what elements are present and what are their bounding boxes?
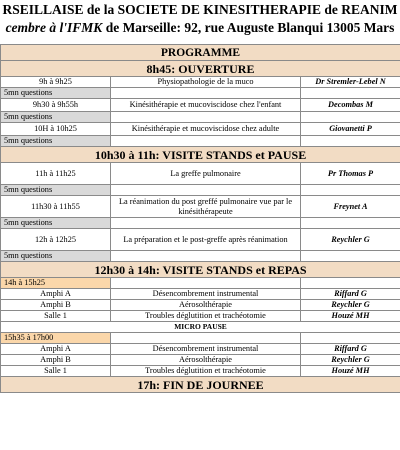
header-line-1: RSEILLAISE de la SOCIETE DE KINESITHERAPIE de REANIM [2, 2, 398, 17]
time-cell: 12h à 12h25 [1, 229, 111, 251]
empty-cell [301, 112, 400, 123]
speaker-cell: Giovanetti P [301, 123, 400, 136]
empty-cell [111, 333, 301, 344]
time-cell: 10H à 10h25 [1, 123, 111, 136]
empty-cell [111, 218, 301, 229]
header-line-2 [0, 19, 400, 37]
topic-cell: Physiopathologie de la muco [111, 77, 301, 88]
workshop-slot-time: 15h35 à 17h00 [1, 333, 111, 344]
topic-cell: Aérosolthérapie [111, 355, 301, 366]
speaker-cell: Riffard G [301, 344, 400, 355]
time-cell: 9h30 à 9h55h [1, 99, 111, 112]
break-banner-stands-pause: 10h30 à 11h: VISITE STANDS et PAUSE [1, 147, 400, 163]
speaker-cell: Reychler G [301, 300, 400, 311]
program-table [0, 44, 400, 393]
speaker-cell: Dr Stremler-Lebel N [301, 77, 400, 88]
empty-cell [301, 88, 400, 99]
empty-cell [111, 278, 301, 289]
break-banner-stands-meal: 12h30 à 14h: VISITE STANDS et REPAS [1, 262, 400, 278]
room-cell: Salle 1 [1, 366, 111, 377]
room-cell: Salle 1 [1, 311, 111, 322]
speaker-cell: Houzé MH [301, 311, 400, 322]
questions-cell: 5mn questions [1, 251, 111, 262]
workshop-slot-time: 14h à 15h25 [1, 278, 111, 289]
empty-cell [301, 185, 400, 196]
micro-pause-label: MICRO PAUSE [1, 322, 400, 333]
empty-cell [301, 136, 400, 147]
time-cell: 11h30 à 11h55 [1, 196, 111, 218]
topic-cell: Troubles déglutition et trachéotomie [111, 366, 301, 377]
program-title: PROGRAMME [1, 45, 400, 61]
empty-cell [301, 333, 400, 344]
speaker-cell: Houzé MH [301, 366, 400, 377]
topic-cell: Désencombrement instrumental [111, 289, 301, 300]
empty-cell [301, 278, 400, 289]
topic-cell: Kinésithérapie et mucoviscidose chez l'enfant [111, 99, 301, 112]
topic-cell: Aérosolthérapie [111, 300, 301, 311]
document-header [0, 0, 400, 37]
speaker-cell: Reychler G [301, 355, 400, 366]
room-cell: Amphi B [1, 300, 111, 311]
questions-cell: 5mn questions [1, 112, 111, 123]
empty-cell [111, 185, 301, 196]
closing-banner: 17h: FIN DE JOURNEE [1, 377, 400, 393]
questions-cell: 5mn questions [1, 136, 111, 147]
empty-cell [301, 218, 400, 229]
opening-banner: 8h45: OUVERTURE [1, 61, 400, 77]
time-cell: 11h à 11h25 [1, 163, 111, 185]
empty-cell [111, 112, 301, 123]
empty-cell [111, 136, 301, 147]
speaker-cell: Riffard G [301, 289, 400, 300]
topic-cell: Kinésithérapie et mucoviscidose chez adulte [111, 123, 301, 136]
room-cell: Amphi A [1, 344, 111, 355]
room-cell: Amphi B [1, 355, 111, 366]
topic-cell: La réanimation du post greffé pulmonaire vue par le kinésithérapeute [111, 196, 301, 218]
header-address: de Marseille: 92, rue Auguste Blanqui 13005 Mars [102, 20, 395, 35]
room-cell: Amphi A [1, 289, 111, 300]
speaker-cell: Reychler G [301, 229, 400, 251]
topic-cell: La préparation et le post-greffe après réanimation [111, 229, 301, 251]
speaker-cell: Pr Thomas P [301, 163, 400, 185]
empty-cell [111, 251, 301, 262]
topic-cell: Troubles déglutition et trachéotomie [111, 311, 301, 322]
header-date-fragment: cembre à l'IFMK [5, 20, 103, 35]
time-cell: 9h à 9h25 [1, 77, 111, 88]
questions-cell: 5mn questions [1, 185, 111, 196]
empty-cell [301, 251, 400, 262]
questions-cell: 5mn questions [1, 88, 111, 99]
speaker-cell: Decombas M [301, 99, 400, 112]
topic-cell: La greffe pulmonaire [111, 163, 301, 185]
empty-cell [111, 88, 301, 99]
questions-cell: 5mn questions [1, 218, 111, 229]
speaker-cell: Freynet A [301, 196, 400, 218]
topic-cell: Désencombrement instrumental [111, 344, 301, 355]
